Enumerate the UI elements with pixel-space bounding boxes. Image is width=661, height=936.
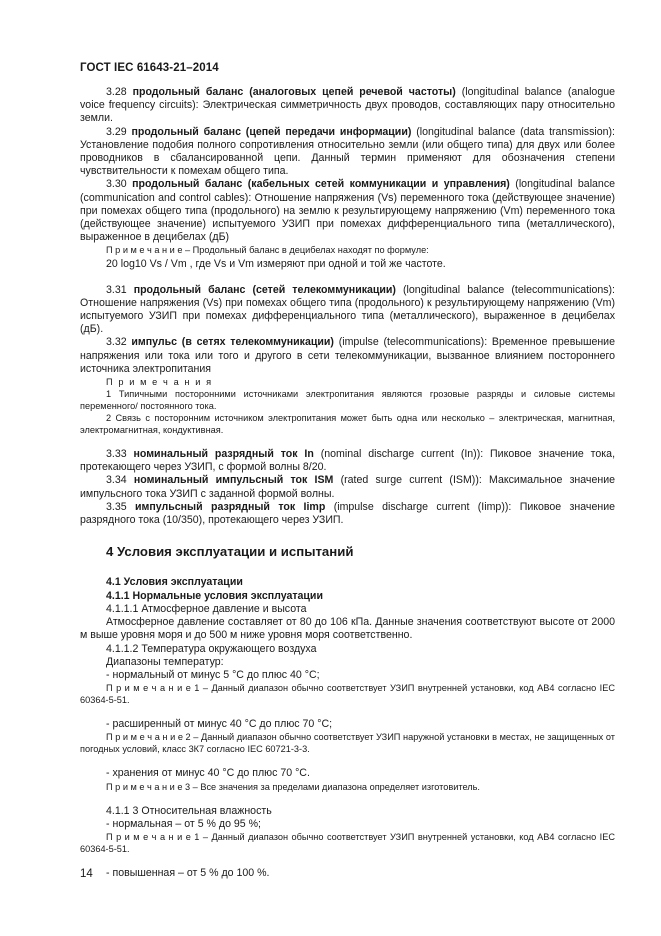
term-3-32: 3.32 импульс (в сетях телекоммуникации) (impulse (telecommunications): Временное превышение напряжения или тока или того и другого в сети телекоммуникации, вызванное влиянием постороннего источника электропитания: [80, 336, 615, 375]
term-title: импульс (в сетях телекоммуникации): [131, 336, 334, 349]
term-title: номинальный импульсный ток ISM: [133, 474, 334, 487]
formula: 20 log10 Vs / Vm , где Vs и Vm измеряют при одной и той же частоте.: [106, 258, 446, 271]
term-definition: (longitudinal balance (data transmission): Установление подобия полного сопротивления относительно земли (или общего типа) для двух или более проводников в сбалансированной цепи. Данный термин применяют для обозначения степени чувствительности к помехам общего типа.: [80, 125, 615, 178]
list-item: - расширенный от минус 40 °С до плюс 70 °С;: [106, 718, 333, 731]
term-3-28: 3.28 продольный баланс (аналоговых цепей речевой частоты) (longitudinal balance (analogue voice frequency circuits): Электрическая симметричность двух проводов, составляющих пару относительно земли.: [80, 86, 615, 125]
note: П р и м е ч а н и е 1 – Данный диапазон обычно соответствует УЗИП внутренней установки, код АВ4 согласно IEC 60364-5-51.: [80, 831, 615, 854]
subsection-heading: 4.1.1 Нормальные условия эксплуатации: [106, 589, 323, 602]
term-definition: (rated surge current (ISM)): Максимальное значение импульсного тока УЗИП с заданной формой волны.: [80, 474, 616, 500]
note: 1 Типичными посторонними источниками электропитания являются грозовые разряды и силовые системы переменного/ постоянного тока.: [80, 389, 615, 412]
term-definition: (impulse discharge current (Iimp)): Пиковое значение разрядного тока (10/350), протекающего через УЗИП.: [80, 500, 615, 527]
paragraph: Диапазоны температур:: [106, 655, 224, 668]
term-definition: (longitudinal balance (telecommunications): Отношение напряжения (Vs) при помехах общего типа (продольного) к результирующему напряжению (Vm) испытуемого УЗИП при помехах дифференциального типа (металлического), выраженное в децибелах (дБ).: [80, 283, 616, 336]
list-item: - нормальная – от 5 % до 95 %;: [106, 817, 261, 830]
term-title: продольный баланс (сетей телекоммуникации): [133, 283, 396, 296]
clause-title: 4.1.1.2 Температура окружающего воздуха: [106, 642, 317, 655]
subsection-heading: 4.1 Условия эксплуатации: [106, 576, 243, 589]
paragraph: Атмосферное давление составляет от 80 до 106 кПа. Данные значения соответствуют высоте от 2000 м выше уровня моря и до 500 м ниже уровня моря соответственно.: [80, 616, 615, 642]
note: П р и м е ч а н и е – Продольный баланс в децибелах находят по формуле:: [106, 245, 429, 256]
note: П р и м е ч а н и е 3 – Все значения за пределами диапазона определяет изготовитель.: [106, 781, 480, 792]
term-title: продольный баланс (цепей передачи информации): [131, 125, 412, 138]
note: П р и м е ч а н и е 2 – Данный диапазон обычно соответствует УЗИП наружной установки в местах, не защищенных от погодных условий, класс 3К7 согласно IEC 60721-3-3.: [80, 732, 615, 755]
note: П р и м е ч а н и е 1 – Данный диапазон обычно соответствует УЗИП внутренней установки, код АВ4 согласно IEC 60364-5-51.: [80, 683, 615, 706]
list-item: - хранения от минус 40 °С до плюс 70 °С.: [106, 767, 310, 780]
term-title: импульсный разрядный ток Iimp: [135, 500, 326, 513]
term-title: продольный баланс (кабельных сетей коммуникации и управления): [132, 178, 510, 191]
term-title: номинальный разрядный ток In: [133, 448, 314, 461]
term-3-33: 3.33 номинальный разрядный ток In (nominal discharge current (In)): Пиковое значение тока, протекающего через УЗИП, с формой волны 8/20.: [80, 448, 616, 474]
list-item: - нормальный от минус 5 °С до плюс 40 °С;: [106, 668, 320, 681]
page-number: 14: [80, 868, 93, 880]
term-title: продольный баланс (аналоговых цепей речевой частоты): [132, 86, 456, 98]
list-item: - повышенная – от 5 % до 100 %.: [106, 866, 270, 879]
note: 2 Связь с посторонним источником электропитания может быть одна или несколько – электрическая, магнитная, электромагнитная, кондуктивная.: [80, 413, 615, 436]
clause-title: 4.1.1 3 Относительная влажность: [106, 804, 272, 817]
term-3-34: 3.34 номинальный импульсный ток ISM (rated surge current (ISM)): Максимальное значение импульсного тока УЗИП с заданной формой волны.: [80, 474, 616, 500]
term-3-31: 3.31 продольный баланс (сетей телекоммуникации) (longitudinal balance (telecommunications): Отношение напряжения (Vs) при помехах общего типа (продольного) к результирующему напряжению (Vm) испытуемого УЗИП при помехах дифференциального типа (металлического), выраженное в децибелах (дБ).: [80, 283, 616, 336]
term-definition: (impulse (telecommunications): Временное превышение напряжения или тока или того и другого в сети телекоммуникации, вызванное влиянием постороннего источника электропитания: [80, 336, 615, 375]
document-body: [80, 86, 615, 880]
section-heading: 4 Условия эксплуатации и испытаний: [106, 544, 354, 560]
term-definition: (longitudinal balance (communication and control cables): Отношение напряжения (Vs) переменного тока (действующее значение) при помехах общего типа (продольного) на землю к результирующему напряжению (Vm) переменного тока (действующее значение) испытуемого УЗИП при помехах дифференциального типа (металлического), выраженное в децибелах (дБ): [80, 178, 616, 244]
term-3-30: 3.30 продольный баланс (кабельных сетей коммуникации и управления) (longitudinal balance (communication and control cables): Отношение напряжения (Vs) переменного тока (действующее значение) при помехах общего типа (продольного) на землю к результирующему напряжению (Vm) переменного тока (действующее значение) испытуемого УЗИП при помехах дифференциального типа (металлического), выраженное в децибелах (дБ): [80, 178, 616, 244]
term-definition: (longitudinal balance (analogue voice frequency circuits): Электрическая симметричность двух проводов, составляющих пару относительно земли.: [80, 86, 615, 125]
document-header: ГОСТ IEC 61643-21–2014: [80, 62, 219, 74]
term-definition: (nominal discharge current (In)): Пиковое значение тока, протекающего через УЗИП, с формой волны 8/20.: [80, 448, 616, 474]
notes-title: П р и м е ч а н и я: [106, 377, 213, 388]
term-3-29: 3.29 продольный баланс (цепей передачи информации) (longitudinal balance (data transmission): Установление подобия полного сопротивления относительно земли (или общего типа) для двух или более проводников в сбалансированной цепи. Данный термин применяют для обозначения степени чувствительности к помехам общего типа.: [80, 125, 615, 178]
clause-title: 4.1.1.1 Атмосферное давление и высота: [106, 602, 307, 615]
term-3-35: 3.35 импульсный разрядный ток Iimp (impulse discharge current (Iimp)): Пиковое значение разрядного тока (10/350), протекающего через УЗИП.: [80, 500, 615, 527]
